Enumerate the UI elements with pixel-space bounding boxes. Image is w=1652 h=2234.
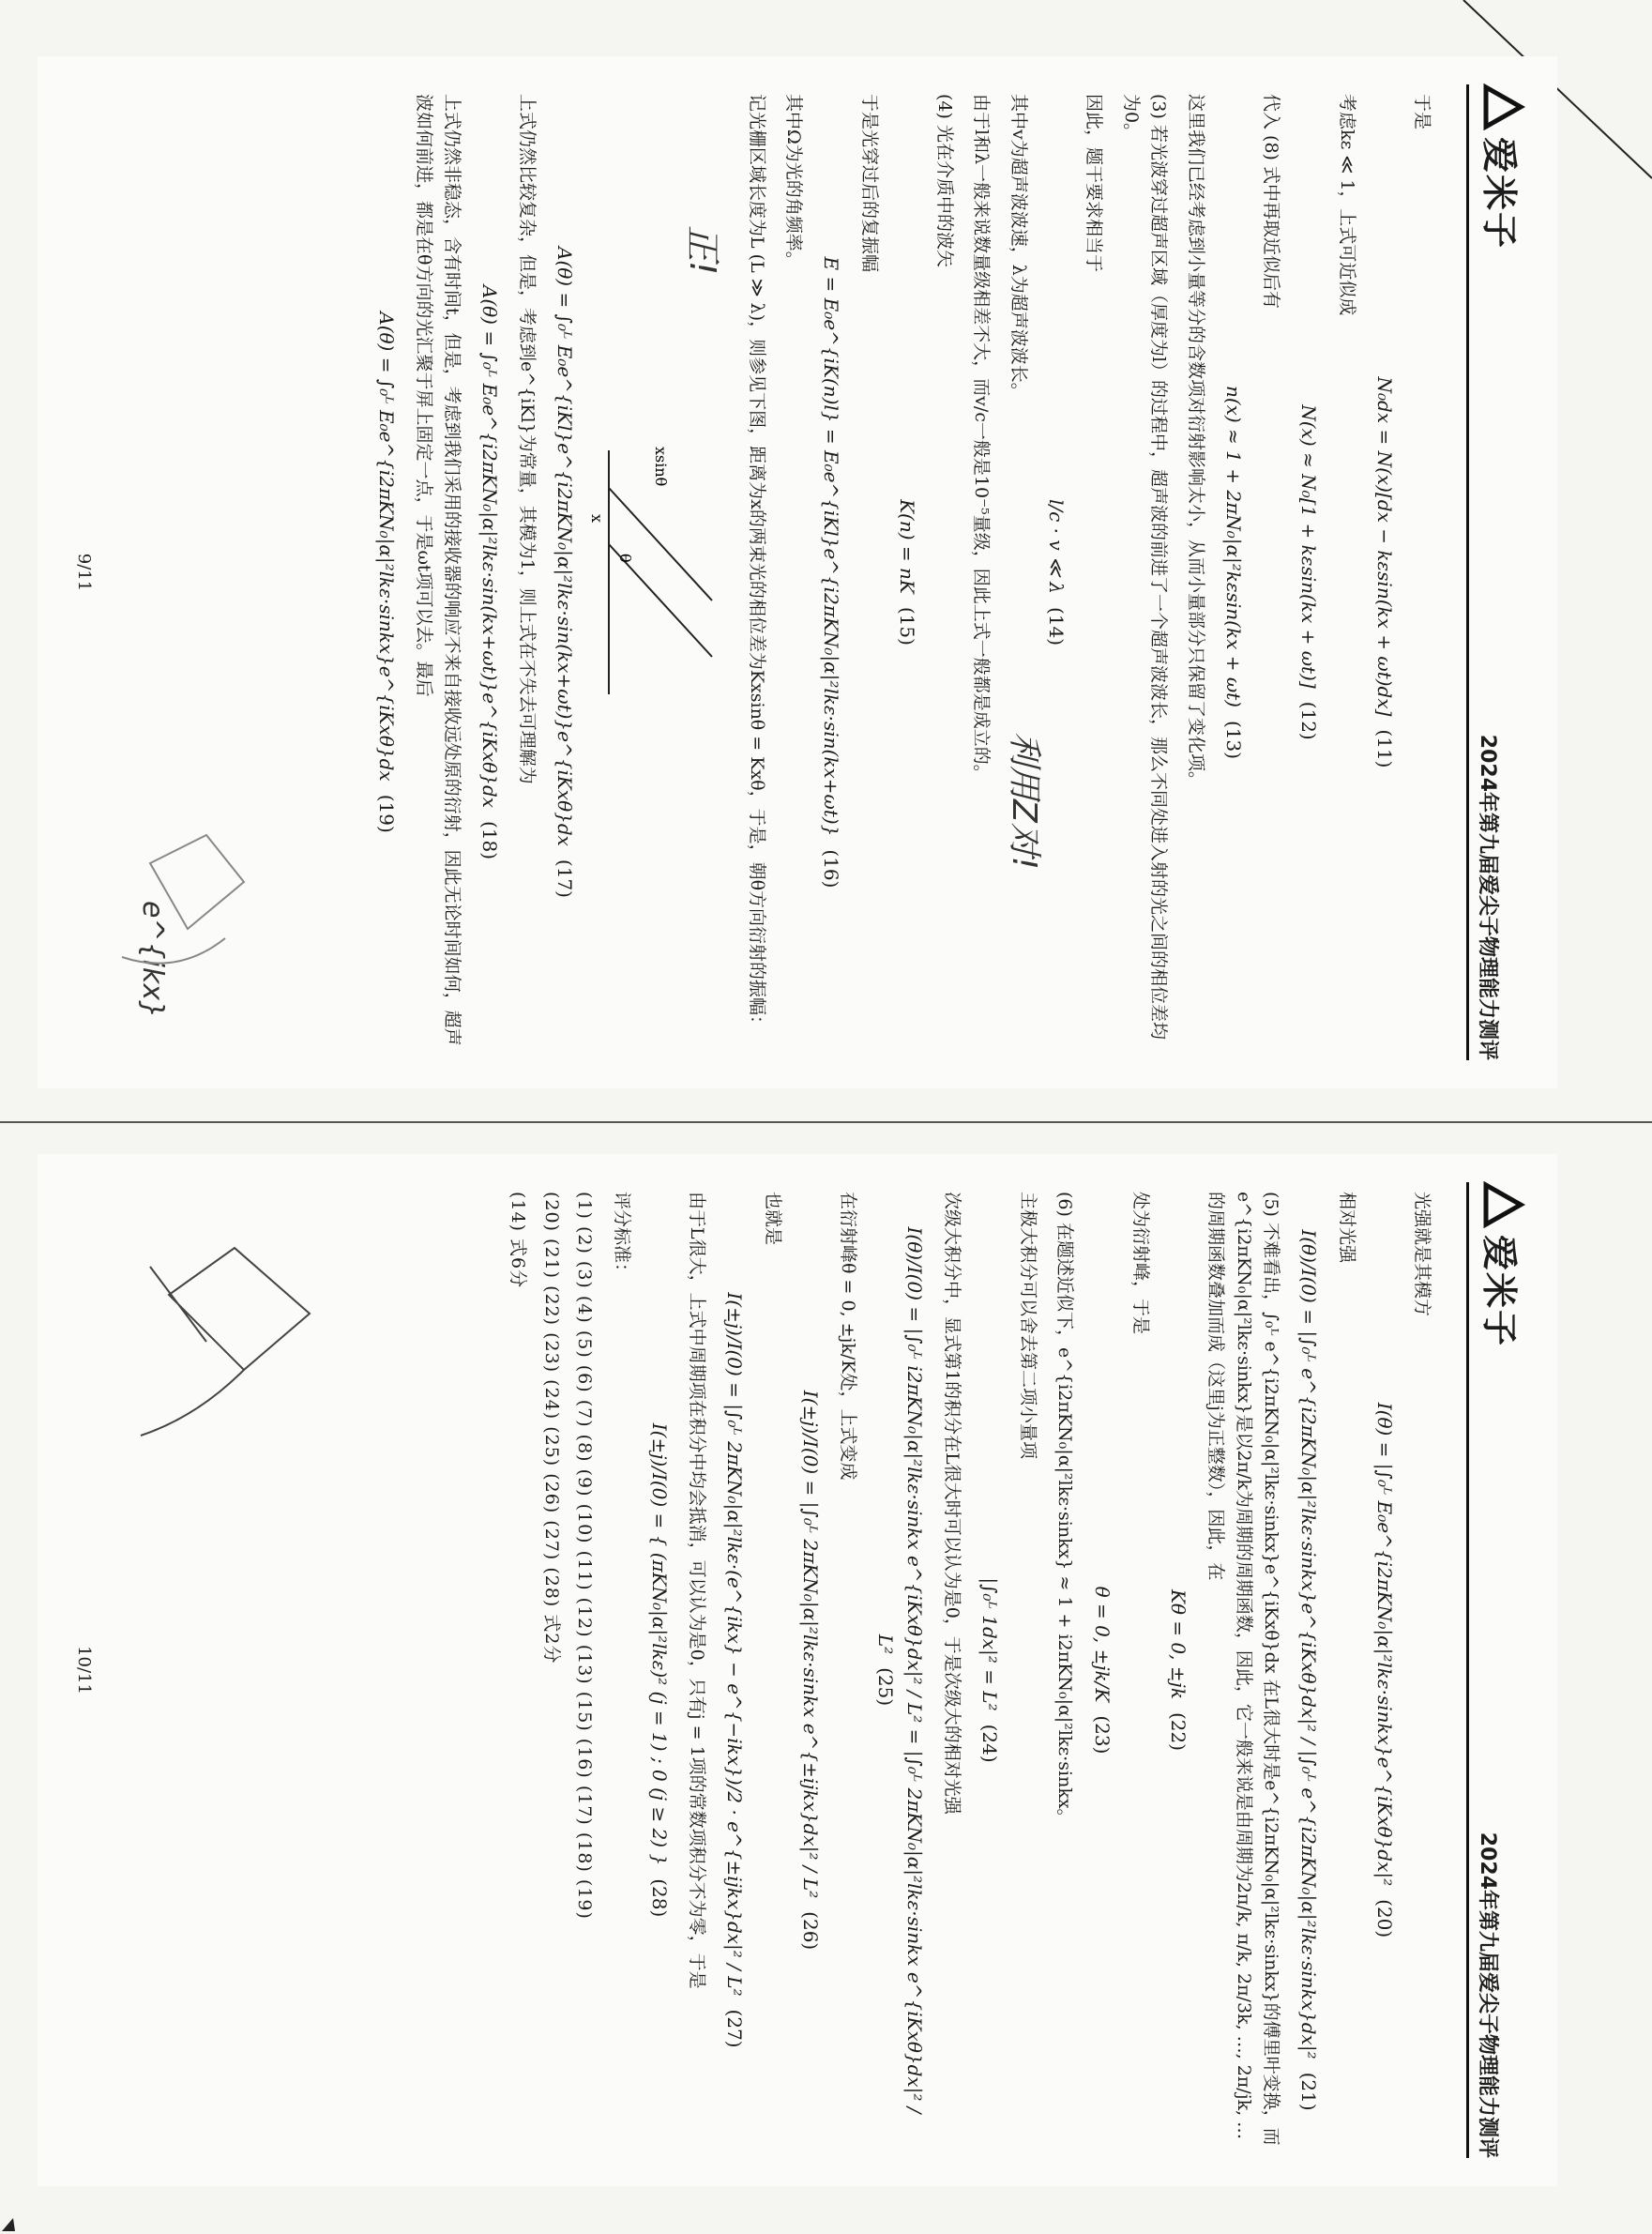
paragraph: 也就是: [762, 1192, 783, 1246]
equation-text: θ = 0, ±jk/K: [1091, 1586, 1114, 1703]
paragraph: 考虑kε ≪ 1，上式可近似成: [1336, 94, 1357, 316]
triangle-logo-icon: [1482, 84, 1523, 129]
paragraph: 在衍射峰θ = 0, ±jk/K处，上式变成: [838, 1192, 859, 1481]
equation: [720, 1192, 749, 2149]
paragraph: 评分标准：: [611, 1192, 632, 1282]
equation: [371, 94, 401, 1051]
page-header: [1466, 1182, 1535, 2158]
equation: [976, 1192, 1005, 2149]
equation-tag: (28): [647, 1878, 671, 1918]
paragraph: 于是光穿过后的复振幅: [858, 94, 880, 273]
diffraction-diagram: [590, 432, 731, 713]
header-title: 2024年第九届爱尖子物理能力测评: [1476, 1831, 1499, 2158]
equation: [1163, 1192, 1192, 2149]
paragraph: 主极大积分可以舍去第二项小量项: [1017, 1192, 1038, 1460]
equation: [1294, 94, 1323, 1051]
equation-tag: (26): [798, 1911, 822, 1951]
paragraph: (6) 在题述近似下，e^{i2πKN₀|α|²lkε·sinkx} ≈ 1 + i2πKN₀|α|²lkε·sinkx。: [1054, 1192, 1076, 1827]
equation-text: A(θ) = ∫₀ᴸ E₀e^{i2πKN₀|α|²lkε·sinkx}e^{iKxθ}dx: [375, 312, 398, 782]
paragraph: (4) 光在介质中的波矢: [934, 94, 956, 267]
equation-tag: (27): [723, 2009, 747, 2048]
paragraph: 上式仍然非稳态，含有时间t，但是，考虑到我们采用的接收器的响应不来自接收远处原的衍射，因此无论时间如何，超声波如何前进，都是在θ方向的光汇聚于屏上固定一点，于是ωt项可以去。最后: [414, 94, 462, 1046]
diagram-label-theta: θ: [616, 554, 635, 563]
scoring-row: (20) (21) (22) (23) (24) (25) (26) (27) (28) 式2分: [540, 1192, 562, 1664]
handwritten-note: e^{ikx}: [136, 901, 169, 1019]
logo-text: 爱米子: [1478, 137, 1521, 251]
equation-tag: (24): [978, 1724, 1002, 1763]
equation-text: E = E₀e^{iK(n)l} = E₀e^{iKl}e^{i2πKN₀|α|²lkε·sin(kx+ωt)}: [820, 256, 843, 837]
scoring-row: (14) 式6分: [508, 1192, 529, 1289]
equation-tag: (11): [1372, 729, 1396, 768]
equation-text: I(±j)/I(0) = { (πKN₀|α|²lkε)² (j = 1) ; 0 (j ≥ 2) }: [647, 1422, 671, 1866]
equation-text: A(θ) = ∫₀ᴸ E₀e^{i2πKN₀|α|²lkε·sin(kx+ωt)}e^{iKxθ}dx: [477, 284, 501, 809]
paragraph: (5) 不难看出，∫₀ᴸ e^{i2πKN₀|α|²lkε·sinkx}e^{iKxθ}dx 在L很大时是e^{i2πKN₀|α|²lkε·sinkx}的傅里叶变换，而e^{i2πKN₀|α|²lkε·sinkx}是以2π/k为周期的周期函数，因此，它一般来说是由周期为2π/k, π/k, 2π/3k, …, 2π/jk, …的周期函数叠加而成（这里j为正整数），因此，在: [1205, 1192, 1282, 2146]
equation: [892, 94, 921, 1051]
diagram-label-xsin: xsinθ: [652, 447, 671, 487]
paragraph: 其中Ω为光的角频率。: [783, 94, 805, 269]
equation-text: l/c · v ≪ λ: [1044, 498, 1068, 594]
paragraph: 次级大积分中，显式第1的积分在L很大时可以认为是0，于是次级大的相对光强: [942, 1192, 963, 1815]
paragraph: 上式仍然比较复杂，但是，考虑到e^{iKl}为常量，其模为1，则上式在不失去可理解为: [517, 94, 538, 784]
equation: [816, 94, 845, 1051]
logo-text: 爱米子: [1478, 1235, 1521, 1348]
equation: [1370, 1192, 1399, 2149]
triangle-logo-icon: [1482, 1182, 1523, 1227]
equation-tag: (15): [895, 606, 918, 646]
handwritten-note: 正!: [682, 225, 723, 276]
page-10: [38, 1154, 1557, 2186]
equation-text: N(x) ≈ N₀[1 + kεsin(kx + ωt)]: [1297, 404, 1321, 689]
header-title: 2024年第九届爱尖子物理能力测评: [1476, 734, 1499, 1060]
equation: [1370, 94, 1399, 1051]
paragraph: 相对光强: [1336, 1192, 1357, 1264]
equation: [871, 1192, 929, 2149]
equation-text: I(±j)/I(0) = |∫₀ᴸ 2πKN₀|α|²lkε·sinkx e^{±ijkx}dx|² / L²: [798, 1390, 822, 1899]
equation-tag: (25): [874, 1667, 898, 1707]
equation: [550, 94, 579, 1051]
paragraph: 由于L很大，上式中周期项在积分中均会抵消，可以认为是0，只有j = 1项的常数项积分不为零，于是: [687, 1192, 708, 1989]
equation-text: |∫₀ᴸ 1dx|² = L²: [978, 1577, 1002, 1711]
equation-text: A(θ) = ∫₀ᴸ E₀e^{iKl}e^{i2πKN₀|α|²lkε·sin(kx+ωt)}e^{iKxθ}dx: [553, 247, 577, 846]
equation-tag: (18): [477, 821, 501, 860]
page-header: [1466, 84, 1535, 1060]
equation: [1294, 1192, 1323, 2149]
paragraph: 这里我们已经考虑到小量等分的含数项对衍射影响太小，从而小量部分只保留了变化项。: [1185, 94, 1206, 790]
equation-text: N₀dx = N(x)[dx − kεsin(kx + ωt)dx]: [1372, 376, 1396, 717]
diagram-label-x: x: [588, 514, 607, 524]
paragraph: 因此，题干要求相当于: [1084, 94, 1105, 273]
paragraph: 光强就是其模方: [1412, 1192, 1432, 1317]
paragraph: 代入 (8) 式中再取近似后有: [1261, 94, 1282, 309]
equation: [1219, 94, 1248, 1051]
equation-tag: (23): [1091, 1715, 1114, 1755]
paragraph: 记光栅区域长度为L (L ≫ λ)，则参见下图，距离为x的两束光的相位差为Kxsinθ = Kxθ，于是，朝θ方向衍射的振幅：: [746, 94, 767, 1034]
pen-scribble: [94, 826, 263, 1013]
handwritten-note: 利用Z对!: [1005, 732, 1043, 871]
equation: [796, 1192, 825, 2149]
equation-text: K(n) = nK: [895, 499, 918, 594]
equation-tag: (16): [820, 849, 843, 889]
paragraph: 处为衍射峰，于是: [1129, 1192, 1151, 1335]
equation-tag: (13): [1221, 720, 1245, 760]
equation-text: n(x) ≈ 1 + 2πN₀|α|²kεsin(kx + ωt): [1221, 385, 1245, 707]
equation-text: I(θ) = |∫₀ᴸ E₀e^{i2πKN₀|α|²lkε·sinkx}e^{iKxθ}dx|²: [1372, 1402, 1396, 1887]
paragraph: 于是: [1412, 94, 1432, 130]
logo: [1475, 84, 1531, 250]
equation: [1041, 94, 1070, 1051]
page-9-content: [362, 94, 1445, 1051]
pen-scribble: [131, 1229, 328, 1454]
equation: [1087, 1192, 1116, 2149]
equation-tag: (12): [1297, 701, 1321, 740]
page-divider: [0, 1121, 1652, 1123]
equation-tag: (21): [1297, 2072, 1321, 2111]
equation-text: Kθ = 0, ±jk: [1166, 1588, 1190, 1699]
paragraph: 由于l和λ一般来说数量级相差不大，而v/c一般是10⁻⁵量级，因此上式一般都是成立的。: [971, 94, 993, 783]
equation-tag: (19): [375, 794, 398, 833]
corner-mark-bottom: [0, 2196, 38, 2234]
page-number: 9/11: [74, 553, 94, 592]
equation-text: I(θ)/I(0) = |∫₀ᴸ i2πKN₀|α|²lkε·sinkx e^{iKxθ}dx|² / L² = |∫₀ᴸ 2πKN₀|α|²lkε·sinkx e^{iKxθ}dx|² / L²: [874, 1226, 927, 2114]
equation: [644, 1192, 674, 2149]
scoring-list: [504, 1192, 598, 2149]
equation-tag: (14): [1044, 606, 1068, 646]
equation-tag: (22): [1166, 1711, 1190, 1752]
equation-tag: (17): [553, 859, 577, 898]
logo: [1475, 1182, 1531, 1347]
page-number: 10/11: [74, 1646, 94, 1694]
scoring-row: (1) (2) (3) (4) (5) (6) (7) (8) (9) (10) (11) (12) (13) (15) (16) (17) (18) (19): [574, 1192, 596, 1920]
page-10-content: [498, 1192, 1445, 2149]
equation: [475, 94, 504, 1051]
paragraph: (3) 若光波穿过超声区域（厚度为l）的过程中，超声波的前进了一个超声波波长，那么不同处进入射的光之间的相位差均为0。: [1120, 94, 1170, 1041]
page-9: [38, 56, 1557, 1088]
equation-text: I(±j)/I(0) = |∫₀ᴸ 2πKN₀|α|²lkε·(e^{ikx} − e^{−ikx})/2 · e^{±ijkx}dx|² / L²: [723, 1292, 747, 1997]
equation-text: I(θ)/I(0) = |∫₀ᴸ e^{i2πKN₀|α|²lkε·sinkx}e^{iKxθ}dx|² / |∫₀ᴸ e^{i2πKN₀|α|²lkε·sinkx}dx|²: [1297, 1229, 1321, 2059]
paragraph: 其中v为超声波波速，λ为超声波波长。: [1008, 94, 1029, 401]
equation-tag: (20): [1372, 1899, 1396, 1938]
